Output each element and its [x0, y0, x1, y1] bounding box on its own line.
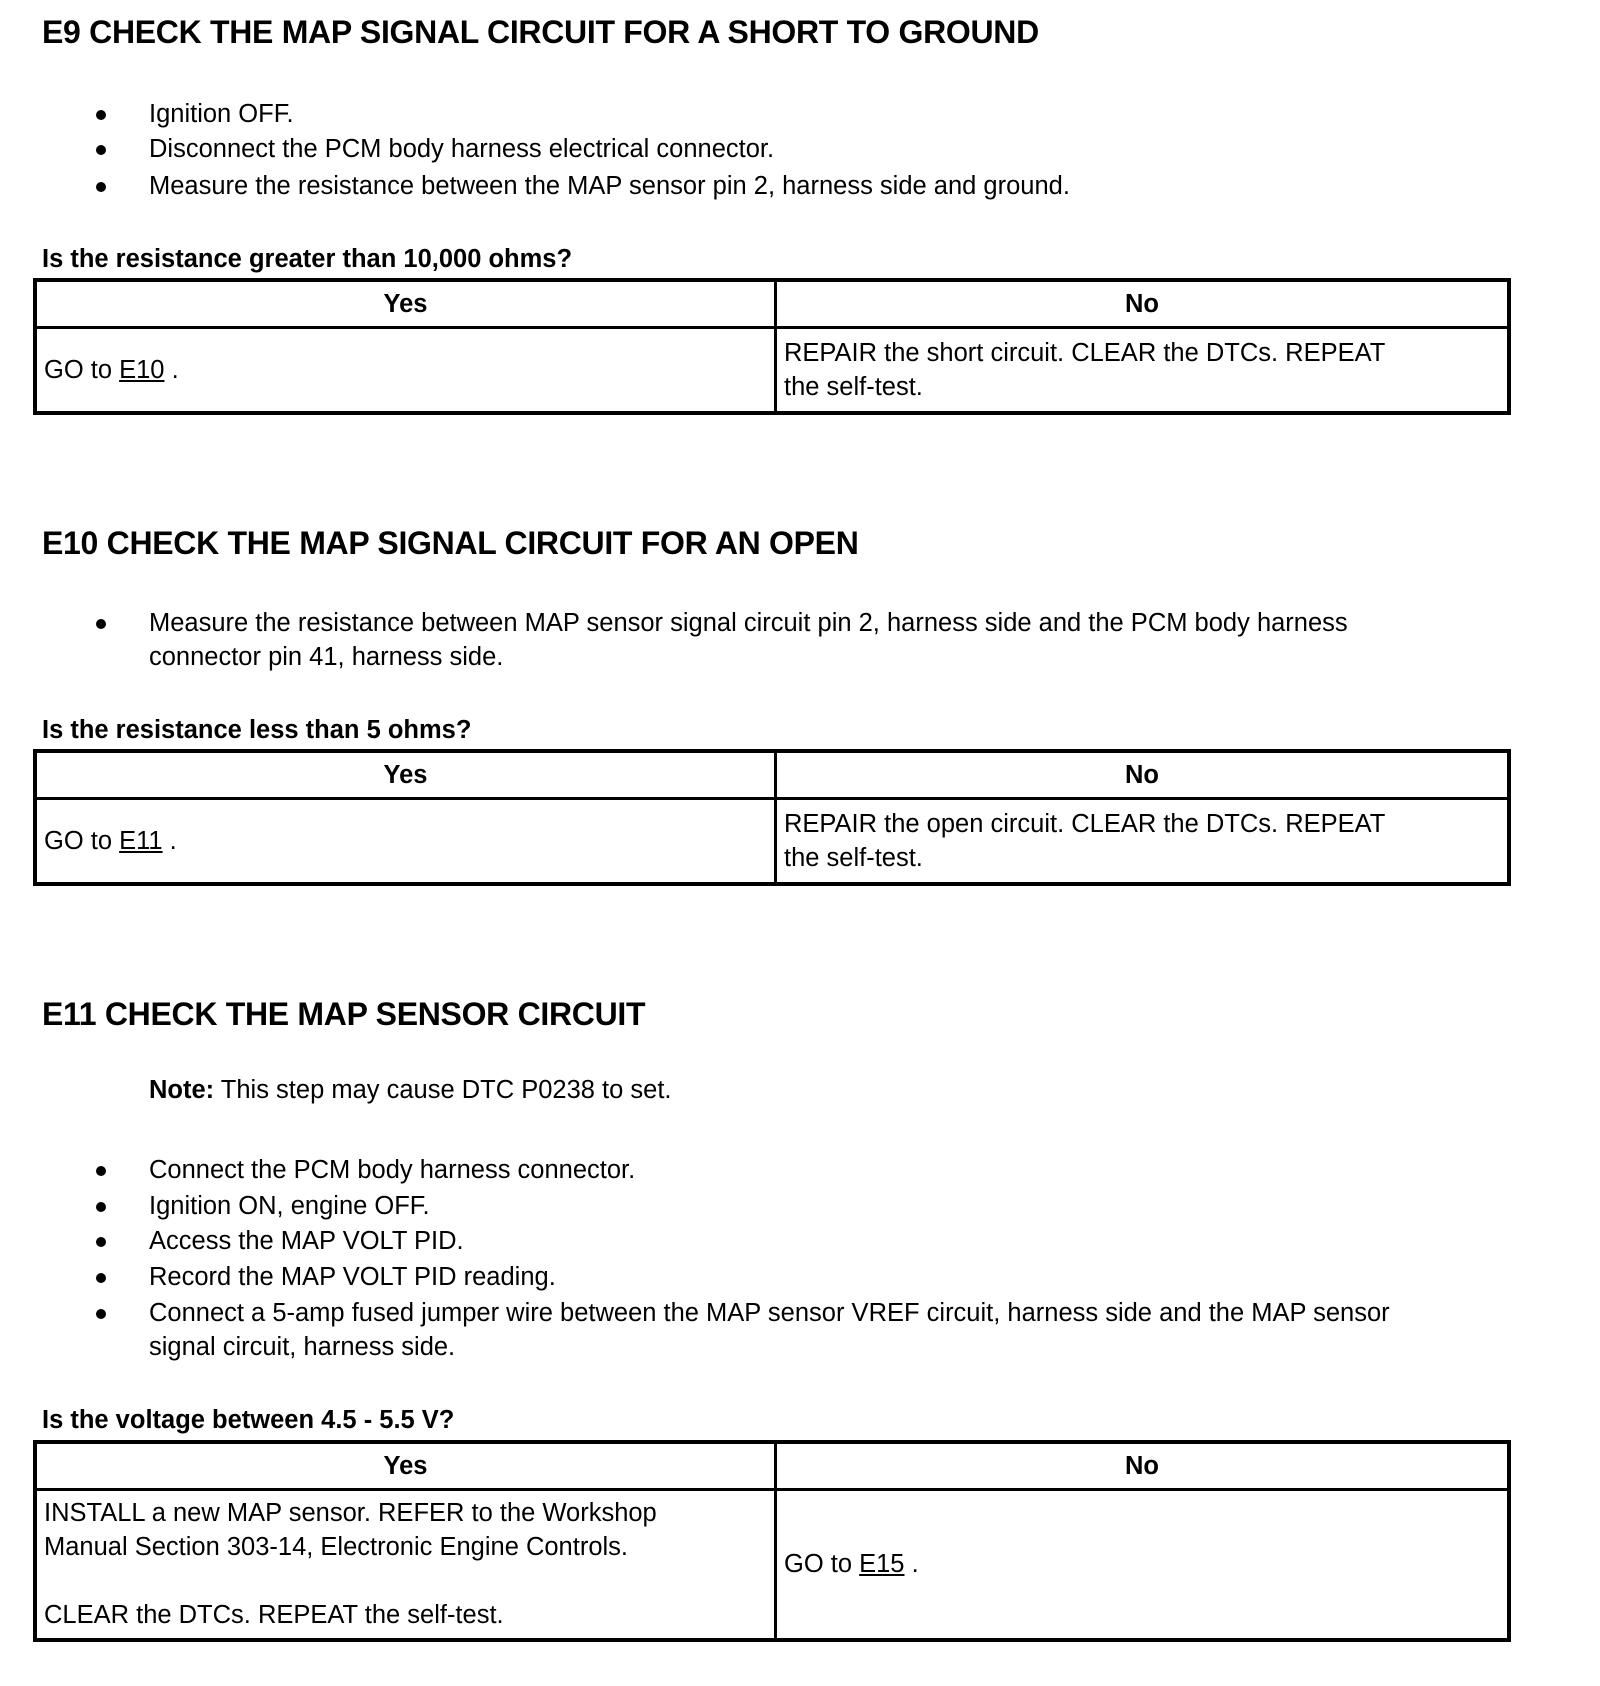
yes-cell: GO to E11 .: [35, 799, 776, 884]
link-e10[interactable]: E10: [119, 355, 165, 384]
yes-header: Yes: [35, 751, 776, 799]
no-cell: REPAIR the open circuit. CLEAR the DTCs. REPEAT the self-test.: [776, 799, 1510, 884]
link-e15[interactable]: E15: [859, 1550, 905, 1579]
link-e11[interactable]: E11: [119, 826, 163, 855]
section-heading-e9: E9 CHECK THE MAP SIGNAL CIRCUIT FOR A SHORT TO GROUND: [42, 14, 1039, 50]
question: Is the voltage between 4.5 - 5.5 V?: [42, 1406, 455, 1434]
bullet-icon: [96, 1166, 106, 1176]
yes-header: Yes: [35, 1442, 776, 1490]
bullet-icon: [96, 182, 106, 192]
yes-cell: INSTALL a new MAP sensor. REFER to the Workshop Manual Section 303-14, Electronic Engine Controls. CLEAR the DTCs. REPEAT the self-test.: [35, 1490, 776, 1640]
bullet-icon: [96, 1273, 106, 1283]
bullet-icon: [96, 1309, 106, 1319]
no-header: No: [776, 751, 1510, 799]
no-header: No: [776, 1442, 1510, 1490]
decision-table: [33, 1440, 1511, 1642]
no-header: No: [776, 280, 1510, 328]
bullet-icon: [96, 1237, 106, 1247]
section-heading-e10: E10 CHECK THE MAP SIGNAL CIRCUIT FOR AN OPEN: [42, 525, 859, 561]
no-cell: GO to E15 .: [776, 1490, 1510, 1640]
yes-header: Yes: [35, 280, 776, 328]
yes-cell: GO to E10 .: [35, 328, 776, 413]
section-heading-e11: E11 CHECK THE MAP SENSOR CIRCUIT: [42, 996, 646, 1032]
bullet-icon: [96, 110, 106, 120]
bullet-icon: [96, 1202, 106, 1212]
question: Is the resistance greater than 10,000 ohms?: [42, 245, 573, 273]
note: Note: This step may cause DTC P0238 to set.: [149, 1076, 672, 1104]
question: Is the resistance less than 5 ohms?: [42, 716, 472, 744]
bullet-icon: [96, 145, 106, 155]
no-cell: REPAIR the short circuit. CLEAR the DTCs. REPEAT the self-test.: [776, 328, 1510, 413]
decision-table: [33, 749, 1511, 886]
bullet-icon: [96, 619, 106, 629]
decision-table: [33, 278, 1511, 415]
